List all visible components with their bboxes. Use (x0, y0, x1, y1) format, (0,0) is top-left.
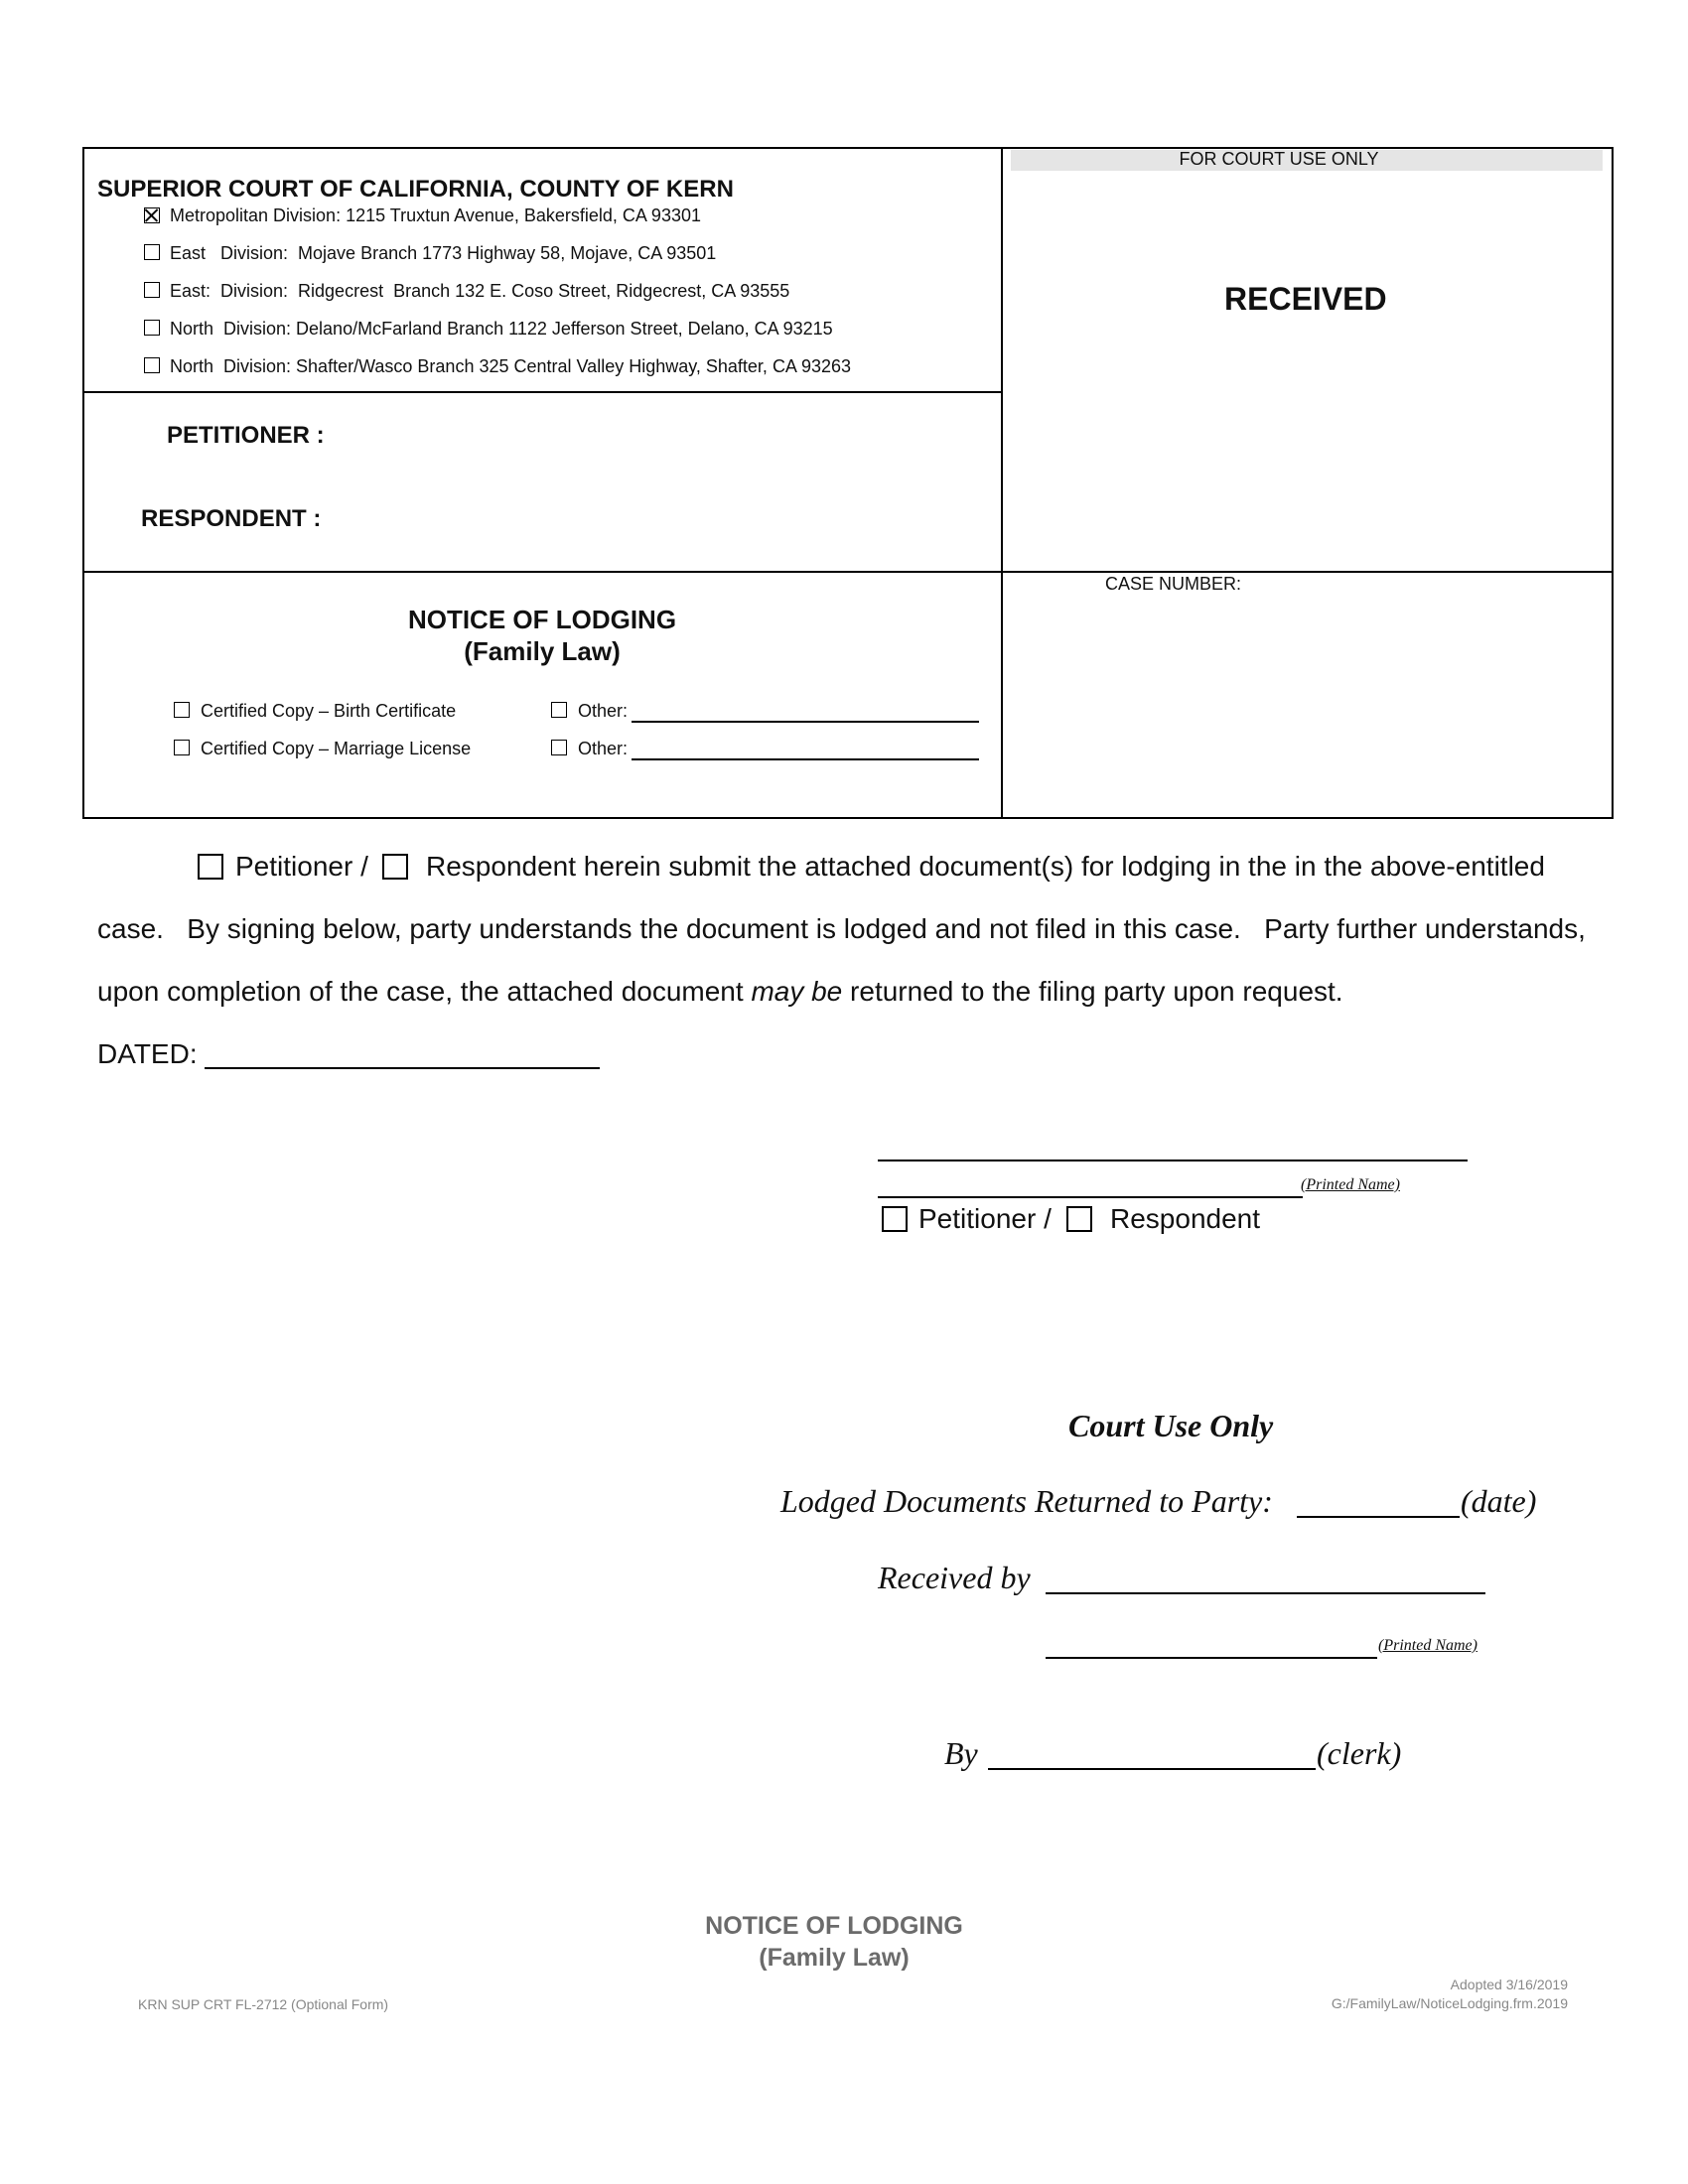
division-checkbox-mojave[interactable] (144, 244, 160, 260)
footer-subtitle: (Family Law) (759, 1944, 910, 1972)
birth-certificate-checkbox[interactable] (174, 702, 190, 718)
division-label-shafter: North Division: Shafter/Wasco Branch 325 Central Valley Highway, Shafter, CA 93263 (170, 356, 852, 376)
body-line3-b: returned to the filing party upon request. (842, 976, 1343, 1007)
marriage-license-checkbox[interactable] (174, 740, 190, 755)
division-checkbox-shafter[interactable] (144, 357, 160, 373)
other-1-label: Other: (578, 701, 629, 721)
body-petitioner-label: Petitioner / (235, 851, 368, 882)
other-2-field[interactable] (632, 758, 979, 760)
court-name: SUPERIOR COURT OF CALIFORNIA, COUNTY OF KERN (97, 176, 734, 203)
court-printed-name-label: (Printed Name) (1378, 1637, 1477, 1654)
body-line1: Respondent herein submit the attached document(s) for lodging in the in the above-entitled (426, 851, 1545, 882)
printed-name-line[interactable] (878, 1196, 1303, 1198)
body-line3-emphasis: may be (751, 976, 843, 1007)
court-printed-name-line[interactable] (1046, 1657, 1377, 1659)
signer-respondent-checkbox[interactable] (1066, 1206, 1092, 1232)
returned-label: Lodged Documents Returned to Party: (780, 1483, 1273, 1519)
received-by-label: Received by (878, 1560, 1031, 1595)
returned-date-field[interactable] (1297, 1516, 1460, 1518)
other-1-checkbox[interactable] (551, 702, 567, 718)
body-line3-a: upon completion of the case, the attached document (97, 976, 752, 1007)
for-court-use-only-label: FOR COURT USE ONLY (1179, 149, 1379, 169)
division-label-mojave: East Division: Mojave Branch 1773 Highway 58, Mojave, CA 93501 (170, 243, 717, 263)
signature-line[interactable] (878, 1160, 1468, 1161)
form-subtitle: (Family Law) (464, 636, 621, 666)
other-1-field[interactable] (632, 721, 979, 723)
clerk-field[interactable] (988, 1768, 1316, 1770)
printed-name-label: (Printed Name) (1301, 1176, 1400, 1193)
footer-form-id: KRN SUP CRT FL-2712 (Optional Form) (138, 1996, 389, 2012)
body-petitioner-checkbox[interactable] (198, 854, 223, 880)
signer-petitioner-checkbox[interactable] (882, 1206, 908, 1232)
footer-path: G:/FamilyLaw/NoticeLodging.frm.2019 (1331, 1995, 1568, 2011)
marriage-license-label: Certified Copy – Marriage License (201, 739, 472, 758)
footer-adopted: Adopted 3/16/2019 (1450, 1977, 1568, 1992)
signer-petitioner-label: Petitioner / (918, 1203, 1052, 1234)
court-use-title: Court Use Only (1068, 1408, 1274, 1443)
respondent-label: RESPONDENT : (141, 505, 322, 532)
dated-field[interactable] (205, 1067, 600, 1069)
division-label-metropolitan: Metropolitan Division: 1215 Truxtun Avenue, Bakersfield, CA 93301 (170, 205, 701, 225)
received-by-field[interactable] (1046, 1592, 1485, 1594)
by-label: By (944, 1735, 978, 1771)
clerk-label: (clerk) (1317, 1735, 1402, 1771)
dated-label: DATED: (97, 1038, 198, 1069)
division-checkbox-metropolitan[interactable] (144, 207, 160, 223)
body-line3 (97, 976, 1343, 1008)
received-stamp-label: RECEIVED (1224, 281, 1387, 317)
signer-respondent-label: Respondent (1110, 1203, 1261, 1234)
other-2-checkbox[interactable] (551, 740, 567, 755)
body-respondent-checkbox[interactable] (382, 854, 408, 880)
division-checkbox-delano[interactable] (144, 320, 160, 336)
division-label-delano: North Division: Delano/McFarland Branch 1122 Jefferson Street, Delano, CA 93215 (170, 319, 833, 339)
footer-title: NOTICE OF LODGING (705, 1912, 963, 1940)
body-line2: case. By signing below, party understands the document is lodged and not filed in this case. Party further understands, (97, 913, 1586, 944)
form-title: NOTICE OF LODGING (407, 605, 677, 634)
petitioner-label: PETITIONER : (167, 422, 325, 449)
other-2-label: Other: (578, 739, 629, 758)
birth-certificate-label: Certified Copy – Birth Certificate (201, 701, 457, 721)
division-checkbox-ridgecrest[interactable] (144, 282, 160, 298)
division-label-ridgecrest: East: Division: Ridgecrest Branch 132 E. Coso Street, Ridgecrest, CA 93555 (170, 281, 790, 301)
returned-date-label: (date) (1461, 1483, 1537, 1519)
case-number-label: CASE NUMBER: (1105, 574, 1242, 594)
